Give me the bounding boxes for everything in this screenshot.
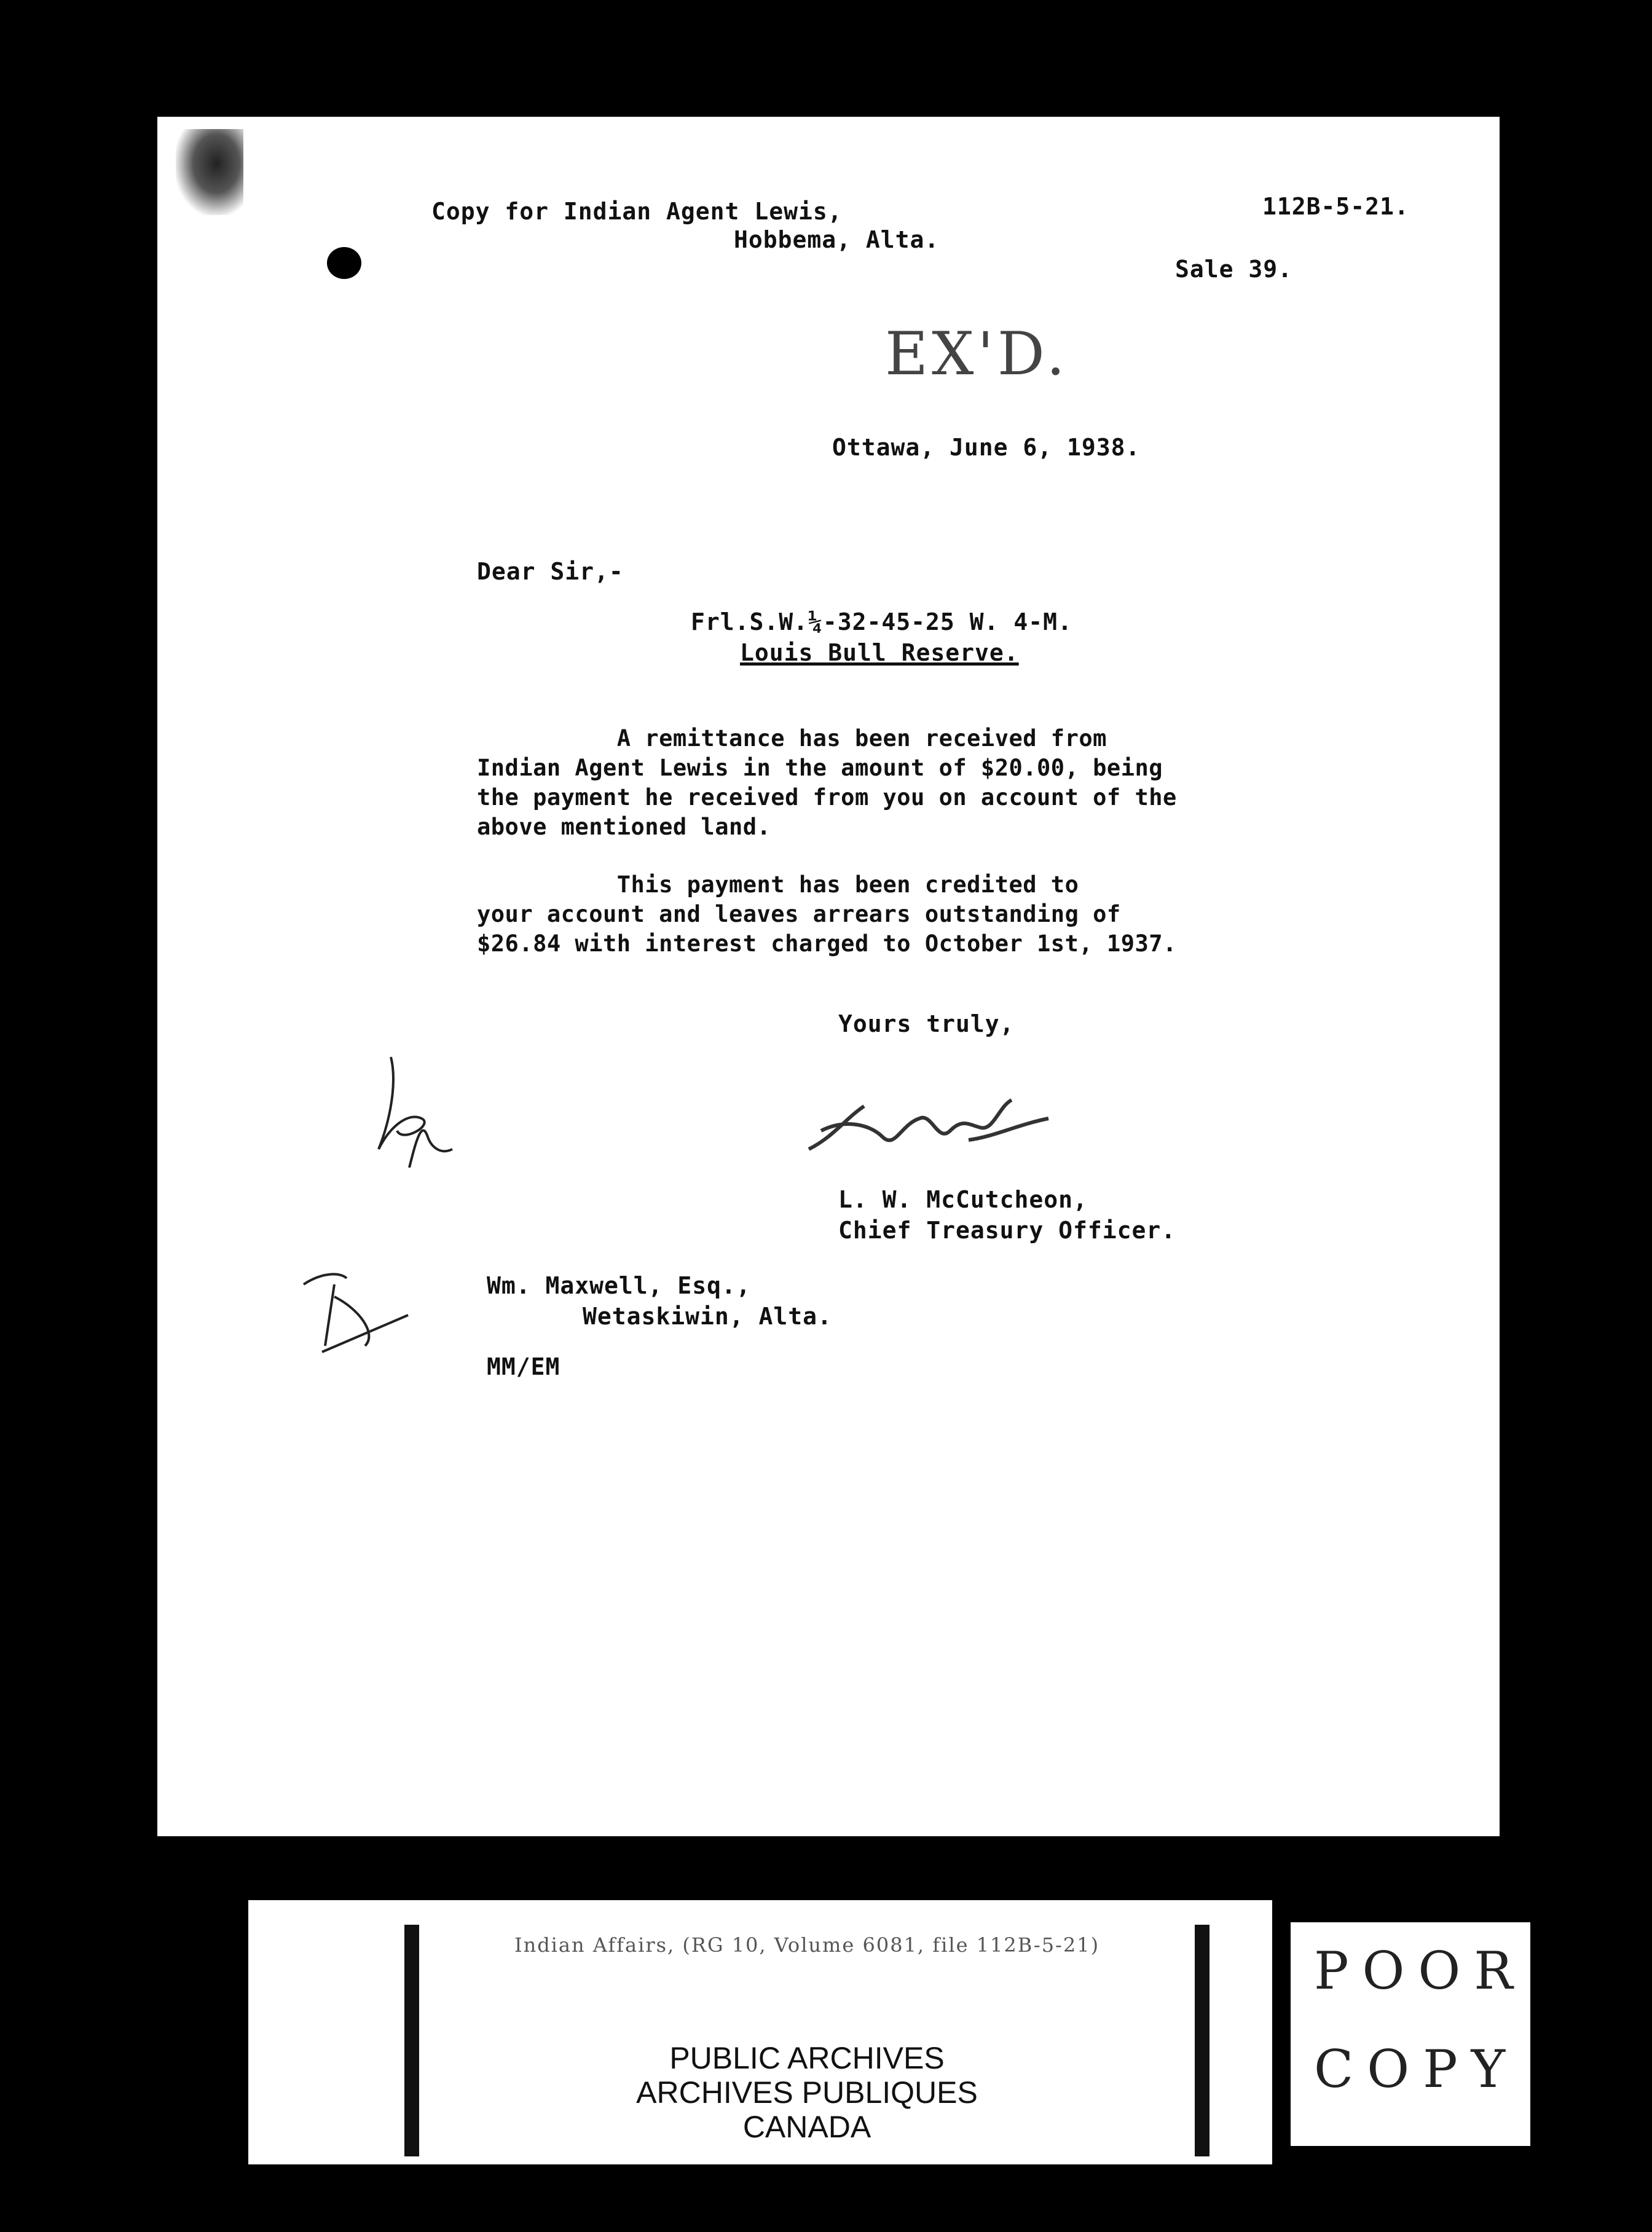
punch-hole (327, 247, 361, 279)
exd-stamp: EX'D. (885, 320, 1069, 388)
signature (796, 1082, 1067, 1174)
copy-line-2: Hobbema, Alta. (734, 226, 940, 253)
file-number: 112B-5-21. (1262, 193, 1409, 220)
subject-line-1: Frl.S.W.¼-32-45-25 W. 4-M. (691, 608, 1072, 635)
archive-line-2: ARCHIVES PUBLIQUES (636, 2075, 978, 2110)
archive-reference: Indian Affairs, (RG 10, Volume 6081, file 112B-5-21) (514, 1933, 1100, 1957)
archive-label-inner (404, 1925, 1210, 2156)
place-date: Ottawa, June 6, 1938. (832, 434, 1141, 461)
paragraph-2: This payment has been credited to your account and leaves arrears outstanding of $26.84 with interest charged to October 1st, 1937. (477, 871, 1177, 957)
signer-name: L. W. McCutcheon, (838, 1186, 1088, 1213)
addressee-line-1: Wm. Maxwell, Esq., (487, 1272, 751, 1299)
poor-copy-note (1291, 1922, 1530, 2146)
sale-number: Sale 39. (1175, 256, 1293, 283)
handwritten-mark (297, 1260, 420, 1358)
torn-corner (176, 129, 243, 215)
closing: Yours truly, (838, 1010, 1015, 1037)
poor-copy-line-1: POOR (1314, 1941, 1527, 2001)
signer-title: Chief Treasury Officer. (838, 1217, 1176, 1244)
archive-label (248, 1900, 1272, 2164)
archive-line-1: PUBLIC ARCHIVES (669, 2041, 945, 2075)
copy-line-1: Copy for Indian Agent Lewis, (431, 198, 843, 225)
addressee-line-2: Wetaskiwin, Alta. (583, 1303, 832, 1330)
handwritten-initials (354, 1045, 465, 1168)
poor-copy-line-2: COPY (1314, 2039, 1519, 2099)
salutation: Dear Sir,- (477, 558, 624, 585)
archive-line-3: CANADA (742, 2110, 871, 2144)
initials: MM/EM (487, 1353, 560, 1380)
paragraph-1: A remittance has been received from Indian Agent Lewis in the amount of $20.00, being the payment he received from you on account of the above mentioned land. (477, 725, 1177, 840)
letter-page (157, 117, 1500, 1836)
subject-line-2: Louis Bull Reserve. (740, 639, 1019, 666)
